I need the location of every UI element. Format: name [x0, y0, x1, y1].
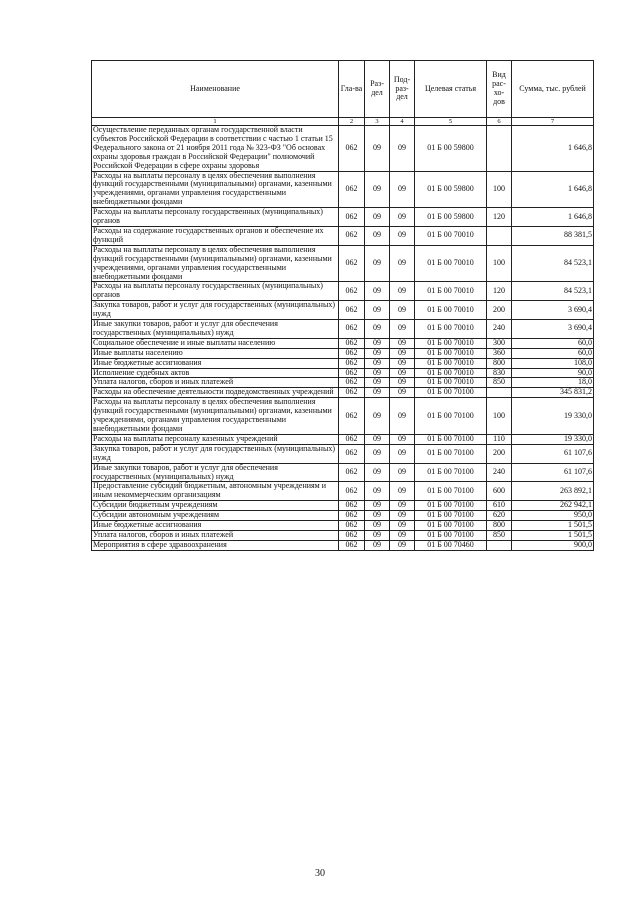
table-row [92, 501, 594, 511]
row-target-cell: 01 Б 00 70010 [415, 338, 487, 348]
row-sum-cell: 3 690,4 [512, 301, 594, 320]
row-section-cell: 09 [365, 282, 390, 301]
row-chapter-cell: 062 [339, 463, 365, 482]
table-row [92, 126, 594, 172]
row-target-cell: 01 Б 00 59800 [415, 208, 487, 227]
row-target-cell: 01 Б 00 70010 [415, 368, 487, 378]
table-row [92, 320, 594, 339]
table-row [92, 482, 594, 501]
row-name-cell: Иные закупки товаров, работ и услуг для обеспечения государственных (муниципальных) нужд [92, 463, 339, 482]
row-expense-type-cell: 830 [487, 368, 512, 378]
row-subsection-cell: 09 [390, 245, 415, 282]
row-target-cell: 01 Б 00 70100 [415, 398, 487, 435]
row-expense-type-cell: 850 [487, 530, 512, 540]
row-subsection-cell: 09 [390, 338, 415, 348]
column-number-row [92, 118, 594, 126]
row-expense-type-cell: 600 [487, 482, 512, 501]
row-target-cell: 01 Б 00 70100 [415, 511, 487, 521]
row-section-cell: 09 [365, 482, 390, 501]
row-chapter-cell: 062 [339, 208, 365, 227]
row-target-cell: 01 Б 00 70100 [415, 482, 487, 501]
row-subsection-cell: 09 [390, 378, 415, 388]
row-sum-cell: 262 942,1 [512, 501, 594, 511]
row-subsection-cell: 09 [390, 388, 415, 398]
row-expense-type-cell [487, 388, 512, 398]
row-chapter-cell: 062 [339, 434, 365, 444]
row-subsection-cell: 09 [390, 282, 415, 301]
header-sum: Сумма, тыс. рублей [512, 61, 594, 118]
header-chapter: Гла-ва [339, 61, 365, 118]
row-name-cell: Расходы на обеспечение деятельности подведомственных учреждений [92, 388, 339, 398]
row-target-cell: 01 Б 00 70010 [415, 320, 487, 339]
row-sum-cell: 61 107,6 [512, 444, 594, 463]
table-row [92, 521, 594, 531]
row-subsection-cell: 09 [390, 358, 415, 368]
table-row [92, 226, 594, 245]
table-row [92, 540, 594, 550]
row-sum-cell: 263 892,1 [512, 482, 594, 501]
row-section-cell: 09 [365, 378, 390, 388]
row-target-cell: 01 Б 00 70100 [415, 444, 487, 463]
row-target-cell: 01 Б 00 70010 [415, 226, 487, 245]
row-subsection-cell: 09 [390, 320, 415, 339]
row-name-cell: Иные бюджетные ассигнования [92, 358, 339, 368]
row-sum-cell: 19 330,0 [512, 434, 594, 444]
row-section-cell: 09 [365, 388, 390, 398]
row-subsection-cell: 09 [390, 398, 415, 435]
table-row [92, 444, 594, 463]
row-name-cell: Субсидии автономным учреждениям [92, 511, 339, 521]
row-name-cell: Иные закупки товаров, работ и услуг для обеспечения государственных (муниципальных) нужд [92, 320, 339, 339]
table-row [92, 368, 594, 378]
row-section-cell: 09 [365, 540, 390, 550]
row-name-cell: Расходы на выплаты персоналу государственных (муниципальных) органов [92, 208, 339, 227]
row-subsection-cell: 09 [390, 501, 415, 511]
row-expense-type-cell: 800 [487, 358, 512, 368]
row-chapter-cell: 062 [339, 511, 365, 521]
row-target-cell: 01 Б 00 70100 [415, 463, 487, 482]
row-subsection-cell: 09 [390, 348, 415, 358]
row-sum-cell: 1 646,8 [512, 171, 594, 208]
row-name-cell: Субсидии бюджетным учреждениям [92, 501, 339, 511]
row-sum-cell: 60,0 [512, 348, 594, 358]
column-number: 5 [415, 118, 487, 126]
row-chapter-cell: 062 [339, 245, 365, 282]
column-number: 7 [512, 118, 594, 126]
header-target: Целевая статья [415, 61, 487, 118]
row-section-cell: 09 [365, 530, 390, 540]
row-expense-type-cell [487, 540, 512, 550]
table-row [92, 171, 594, 208]
row-section-cell: 09 [365, 521, 390, 531]
table-row [92, 208, 594, 227]
row-name-cell: Мероприятия в сфере здравоохранения [92, 540, 339, 550]
row-section-cell: 09 [365, 511, 390, 521]
table-row [92, 348, 594, 358]
row-target-cell: 01 Б 00 70100 [415, 501, 487, 511]
table-row [92, 463, 594, 482]
row-chapter-cell: 062 [339, 368, 365, 378]
row-name-cell: Расходы на выплаты персоналу в целях обеспечения выполнения функций государственными (муниципальными) органами, казенными учреждениями, органами управления государственными внебюджетными фондами [92, 245, 339, 282]
row-target-cell: 01 Б 00 70010 [415, 358, 487, 368]
row-sum-cell: 3 690,4 [512, 320, 594, 339]
row-expense-type-cell: 240 [487, 463, 512, 482]
row-subsection-cell: 09 [390, 444, 415, 463]
header-subsection: Под-раз-дел [390, 61, 415, 118]
row-expense-type-cell: 100 [487, 171, 512, 208]
table-row [92, 388, 594, 398]
row-name-cell: Закупка товаров, работ и услуг для государственных (муниципальных) нужд [92, 301, 339, 320]
row-name-cell: Иные выплаты населению [92, 348, 339, 358]
row-name-cell: Расходы на выплаты персоналу в целях обеспечения выполнения функций государственными (муниципальными) органами, казенными учреждениями, органами управления государственными внебюджетными фондами [92, 171, 339, 208]
row-expense-type-cell [487, 226, 512, 245]
column-number: 2 [339, 118, 365, 126]
row-name-cell: Осуществление переданных органам государственной власти субъектов Российской Федерации в соответствии с частью 1 статьи 15 Федерального закона от 21 ноября 2011 года № 323-ФЗ "Об основах охраны здоровья граждан в Российской Федерации" полномочий Российской Федерации в сфере охраны здоровья [92, 126, 339, 172]
row-chapter-cell: 062 [339, 338, 365, 348]
row-sum-cell: 84 523,1 [512, 282, 594, 301]
row-sum-cell: 345 831,2 [512, 388, 594, 398]
header-name: Наименование [92, 61, 339, 118]
row-target-cell: 01 Б 00 70010 [415, 348, 487, 358]
column-number: 4 [390, 118, 415, 126]
row-subsection-cell: 09 [390, 208, 415, 227]
row-name-cell: Закупка товаров, работ и услуг для государственных (муниципальных) нужд [92, 444, 339, 463]
row-sum-cell: 19 330,0 [512, 398, 594, 435]
row-subsection-cell: 09 [390, 171, 415, 208]
row-sum-cell: 1 646,8 [512, 126, 594, 172]
row-sum-cell: 900,0 [512, 540, 594, 550]
row-name-cell: Уплата налогов, сборов и иных платежей [92, 530, 339, 540]
row-chapter-cell: 062 [339, 301, 365, 320]
row-subsection-cell: 09 [390, 226, 415, 245]
row-sum-cell: 1 646,8 [512, 208, 594, 227]
row-name-cell: Расходы на выплаты персоналу в целях обеспечения выполнения функций государственными (муниципальными) органами, казенными учреждениями, органами управления государственными внебюджетными фондами [92, 398, 339, 435]
row-subsection-cell: 09 [390, 463, 415, 482]
row-expense-type-cell: 610 [487, 501, 512, 511]
table-row [92, 530, 594, 540]
row-chapter-cell: 062 [339, 348, 365, 358]
table-header [92, 61, 594, 126]
row-section-cell: 09 [365, 226, 390, 245]
row-section-cell: 09 [365, 358, 390, 368]
table-row [92, 245, 594, 282]
row-name-cell: Уплата налогов, сборов и иных платежей [92, 378, 339, 388]
row-name-cell: Предоставление субсидий бюджетным, автономным учреждениям и иным некоммерческим организациям [92, 482, 339, 501]
row-sum-cell: 84 523,1 [512, 245, 594, 282]
row-sum-cell: 88 381,5 [512, 226, 594, 245]
header-expense-type: Вид рас-хо-дов [487, 61, 512, 118]
row-expense-type-cell: 120 [487, 208, 512, 227]
row-expense-type-cell: 200 [487, 301, 512, 320]
row-chapter-cell: 062 [339, 282, 365, 301]
row-section-cell: 09 [365, 208, 390, 227]
row-chapter-cell: 062 [339, 388, 365, 398]
row-section-cell: 09 [365, 126, 390, 172]
table-row [92, 511, 594, 521]
table-row [92, 398, 594, 435]
row-chapter-cell: 062 [339, 482, 365, 501]
row-expense-type-cell: 200 [487, 444, 512, 463]
row-expense-type-cell: 120 [487, 282, 512, 301]
column-number: 6 [487, 118, 512, 126]
row-expense-type-cell: 240 [487, 320, 512, 339]
row-expense-type-cell: 100 [487, 245, 512, 282]
row-chapter-cell: 062 [339, 444, 365, 463]
row-subsection-cell: 09 [390, 126, 415, 172]
row-section-cell: 09 [365, 434, 390, 444]
row-target-cell: 01 Б 00 70100 [415, 388, 487, 398]
row-target-cell: 01 Б 00 70010 [415, 301, 487, 320]
table-row [92, 282, 594, 301]
row-target-cell: 01 Б 00 70100 [415, 434, 487, 444]
row-section-cell: 09 [365, 463, 390, 482]
row-section-cell: 09 [365, 171, 390, 208]
row-target-cell: 01 Б 00 59800 [415, 171, 487, 208]
row-chapter-cell: 062 [339, 521, 365, 531]
header-section: Раз-дел [365, 61, 390, 118]
row-sum-cell: 18,0 [512, 378, 594, 388]
table-row [92, 301, 594, 320]
row-target-cell: 01 Б 00 70010 [415, 282, 487, 301]
row-target-cell: 01 Б 00 70100 [415, 521, 487, 531]
row-expense-type-cell [487, 126, 512, 172]
row-chapter-cell: 062 [339, 226, 365, 245]
row-chapter-cell: 062 [339, 378, 365, 388]
row-expense-type-cell: 850 [487, 378, 512, 388]
row-section-cell: 09 [365, 368, 390, 378]
row-expense-type-cell: 800 [487, 521, 512, 531]
row-sum-cell: 1 501,5 [512, 521, 594, 531]
table-row [92, 378, 594, 388]
row-name-cell: Исполнение судебных актов [92, 368, 339, 378]
table-row [92, 434, 594, 444]
table-body [92, 126, 594, 551]
row-expense-type-cell: 110 [487, 434, 512, 444]
row-chapter-cell: 062 [339, 320, 365, 339]
row-section-cell: 09 [365, 398, 390, 435]
row-subsection-cell: 09 [390, 301, 415, 320]
row-target-cell: 01 Б 00 70460 [415, 540, 487, 550]
row-sum-cell: 950,0 [512, 511, 594, 521]
row-target-cell: 01 Б 00 70100 [415, 530, 487, 540]
row-section-cell: 09 [365, 501, 390, 511]
row-sum-cell: 90,0 [512, 368, 594, 378]
row-section-cell: 09 [365, 348, 390, 358]
row-name-cell: Иные бюджетные ассигнования [92, 521, 339, 531]
row-sum-cell: 60,0 [512, 338, 594, 348]
row-chapter-cell: 062 [339, 171, 365, 208]
row-section-cell: 09 [365, 338, 390, 348]
row-target-cell: 01 Б 00 59800 [415, 126, 487, 172]
row-subsection-cell: 09 [390, 368, 415, 378]
row-section-cell: 09 [365, 301, 390, 320]
row-name-cell: Расходы на содержание государственных органов и обеспечение их функций [92, 226, 339, 245]
row-sum-cell: 61 107,6 [512, 463, 594, 482]
row-name-cell: Расходы на выплаты персоналу государственных (муниципальных) органов [92, 282, 339, 301]
row-chapter-cell: 062 [339, 358, 365, 368]
row-chapter-cell: 062 [339, 530, 365, 540]
row-expense-type-cell: 300 [487, 338, 512, 348]
row-target-cell: 01 Б 00 70010 [415, 245, 487, 282]
row-subsection-cell: 09 [390, 511, 415, 521]
row-chapter-cell: 062 [339, 126, 365, 172]
row-section-cell: 09 [365, 245, 390, 282]
row-expense-type-cell: 620 [487, 511, 512, 521]
row-name-cell: Расходы на выплаты персоналу казенных учреждений [92, 434, 339, 444]
row-subsection-cell: 09 [390, 540, 415, 550]
row-section-cell: 09 [365, 320, 390, 339]
page-number: 30 [315, 868, 325, 879]
table-row [92, 338, 594, 348]
row-subsection-cell: 09 [390, 482, 415, 501]
column-number: 1 [92, 118, 339, 126]
row-subsection-cell: 09 [390, 530, 415, 540]
row-chapter-cell: 062 [339, 501, 365, 511]
row-name-cell: Социальное обеспечение и иные выплаты населению [92, 338, 339, 348]
row-subsection-cell: 09 [390, 521, 415, 531]
row-chapter-cell: 062 [339, 540, 365, 550]
row-section-cell: 09 [365, 444, 390, 463]
row-subsection-cell: 09 [390, 434, 415, 444]
table-row [92, 358, 594, 368]
row-expense-type-cell: 100 [487, 398, 512, 435]
row-sum-cell: 108,0 [512, 358, 594, 368]
budget-table [91, 60, 594, 551]
row-chapter-cell: 062 [339, 398, 365, 435]
row-sum-cell: 1 501,5 [512, 530, 594, 540]
row-target-cell: 01 Б 00 70010 [415, 378, 487, 388]
row-expense-type-cell: 360 [487, 348, 512, 358]
column-number: 3 [365, 118, 390, 126]
